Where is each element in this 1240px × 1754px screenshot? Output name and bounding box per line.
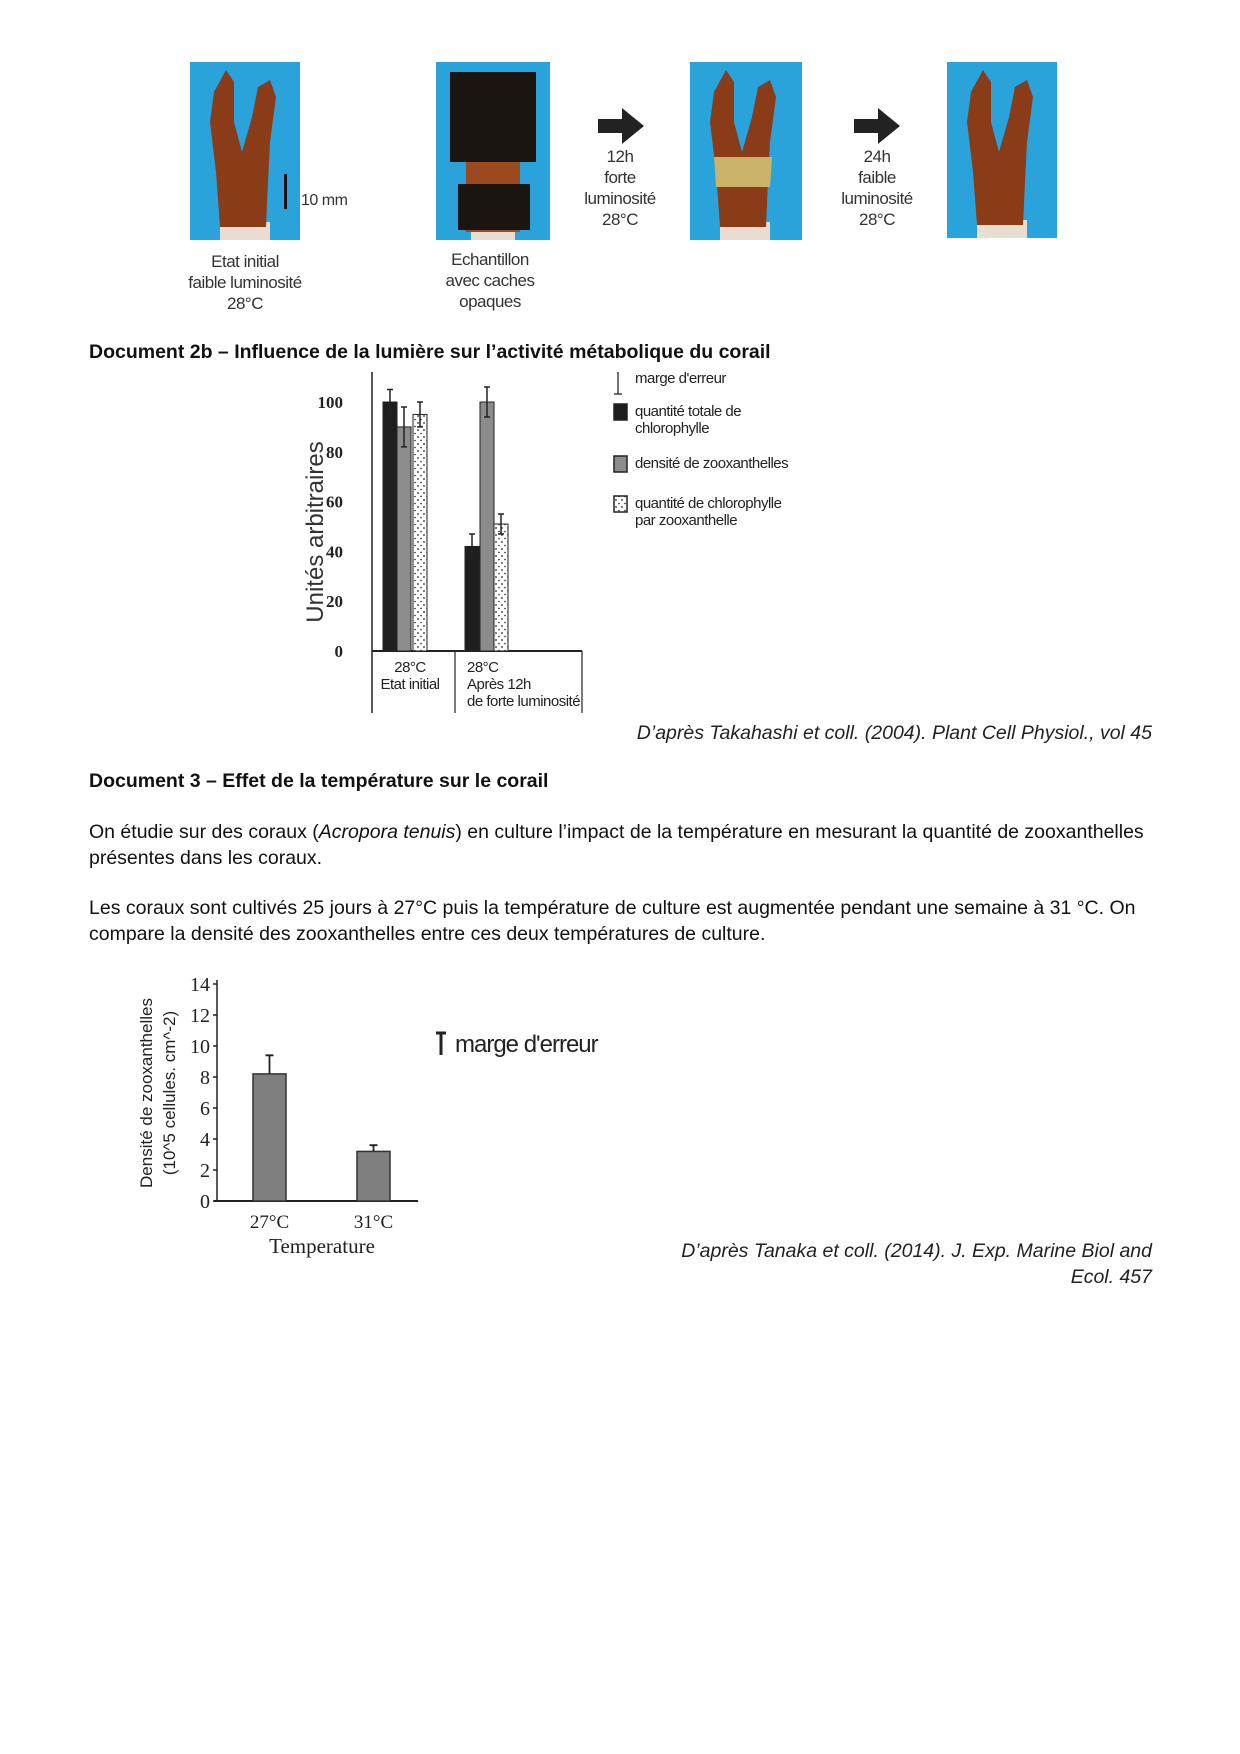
chart-light-metabolism [296,372,938,715]
y-tick-label: 0 [334,642,343,661]
step-duration: 24h [863,147,891,166]
step-temperature: 28°C [602,210,638,229]
category-label: de forte luminosité [467,693,581,710]
caption-line: opaques [459,292,521,311]
bar-1-1 [480,402,494,651]
text: ) en culture l’impact de la température en mesurant la quantité de zooxanthelles présentes dans les coraux. [89,821,1144,869]
step-light: luminosité [841,189,913,208]
y-tick-label: 100 [317,393,343,412]
legend-label: par zooxanthelle [635,512,738,529]
doc3-title: Document 3 – Effet de la température sur le corail [89,770,549,792]
y-tick-label: 40 [326,542,343,562]
legend-error-label: marge d'erreur [635,372,726,387]
doc2b-citation: D’après Takahashi et coll. (2004). Plant Cell Physiol., vol 45 [636,722,1152,744]
bar-2-0 [413,414,427,651]
y-tick-label: 6 [200,1098,210,1120]
y-axis-title-line2: (10^5 cellules. cm^-2) [160,1010,179,1176]
legend-label: quantité de chlorophylle [635,495,782,512]
legend [436,1031,599,1058]
y-tick-label: 80 [326,442,343,462]
y-axis-title: Unités arbitraires [302,441,329,623]
bar-0-1 [465,546,479,651]
category-label: Après 12h [467,676,531,693]
legend-error-label: marge d'erreur [455,1031,598,1058]
doc3-paragraph-1 [89,819,1159,871]
bar-2-1 [494,524,508,651]
bar-1 [357,1151,390,1201]
error-bar [370,1145,378,1151]
doc2b-title: Document 2b – Influence de la lumière sur l’activité métabolique du corail [89,341,771,363]
legend-swatch [614,496,627,512]
legend-label: quantité totale de [635,403,742,420]
step-light: luminosité [584,189,656,208]
step-2-label [827,146,927,230]
chart-temperature-density [128,966,614,1262]
y-tick-label: 0 [200,1191,210,1213]
y-tick-label: 4 [200,1129,210,1151]
caption-masked [420,249,560,312]
x-axis-title: Temperature [269,1234,375,1258]
citation-line: Ecol. 457 [1070,1266,1152,1288]
legend-swatch [614,456,627,472]
category-label: 28°C [467,659,499,676]
arrow-right-icon [854,108,900,144]
category-label: Etat initial [380,676,440,693]
legend-swatch [614,404,627,420]
arrow-right-icon [598,108,644,144]
category-label: 27°C [249,1212,290,1233]
step-1-label [570,146,670,230]
step-intensity: forte [604,168,636,187]
coral-photo-bleached [690,62,802,240]
doc3-paragraph-2: Les coraux sont cultivés 25 jours à 27°C puis la température de culture est augmentée pendant une semaine à 31 °C. On compare la densité des zooxanthelles entre ces deux températures de culture. [89,897,1136,945]
citation-line: D’après Tanaka et coll. (2014). J. Exp. Marine Biol and [681,1240,1152,1262]
y-tick-label: 10 [190,1036,210,1058]
y-tick-label: 60 [326,492,343,512]
coral-photo-recovered [947,62,1057,238]
scale-label: 10 mm [301,192,348,209]
bar-1-0 [397,427,411,651]
y-axis-title-line1: Densité de zooxanthelles [137,998,156,1188]
step-duration: 12h [606,147,634,166]
caption-line: Etat initial [211,252,279,271]
caption-line: 28°C [227,294,263,313]
coral-photo-masked [436,62,550,240]
doc3-citation [681,1238,1152,1290]
bar-0-0 [383,402,397,651]
step-temperature: 28°C [859,210,895,229]
bar-0 [253,1074,286,1201]
error-bar-legend-icon [436,1033,446,1055]
category-label: 31°C [353,1212,394,1233]
step-intensity: faible [858,168,896,187]
caption-line: avec caches [445,271,535,290]
y-tick-label: 14 [190,974,210,996]
y-tick-label: 20 [326,592,343,612]
y-tick-label: 12 [190,1005,210,1027]
species-name: Acropora tenuis [318,821,456,843]
caption-line: Echantillon [451,250,529,269]
caption-line: faible luminosité [188,273,302,292]
category-label: 28°C [394,659,426,676]
coral-photo-initial [190,62,300,240]
y-tick-label: 8 [200,1067,210,1089]
legend-label: chlorophylle [635,420,710,437]
error-bar [266,1055,274,1074]
caption-initial [160,251,330,314]
text: On étudie sur des coraux ( [89,821,319,843]
y-tick-label: 2 [200,1160,210,1182]
error-bar-legend-icon [614,372,622,394]
legend-label: densité de zooxanthelles [635,455,789,472]
